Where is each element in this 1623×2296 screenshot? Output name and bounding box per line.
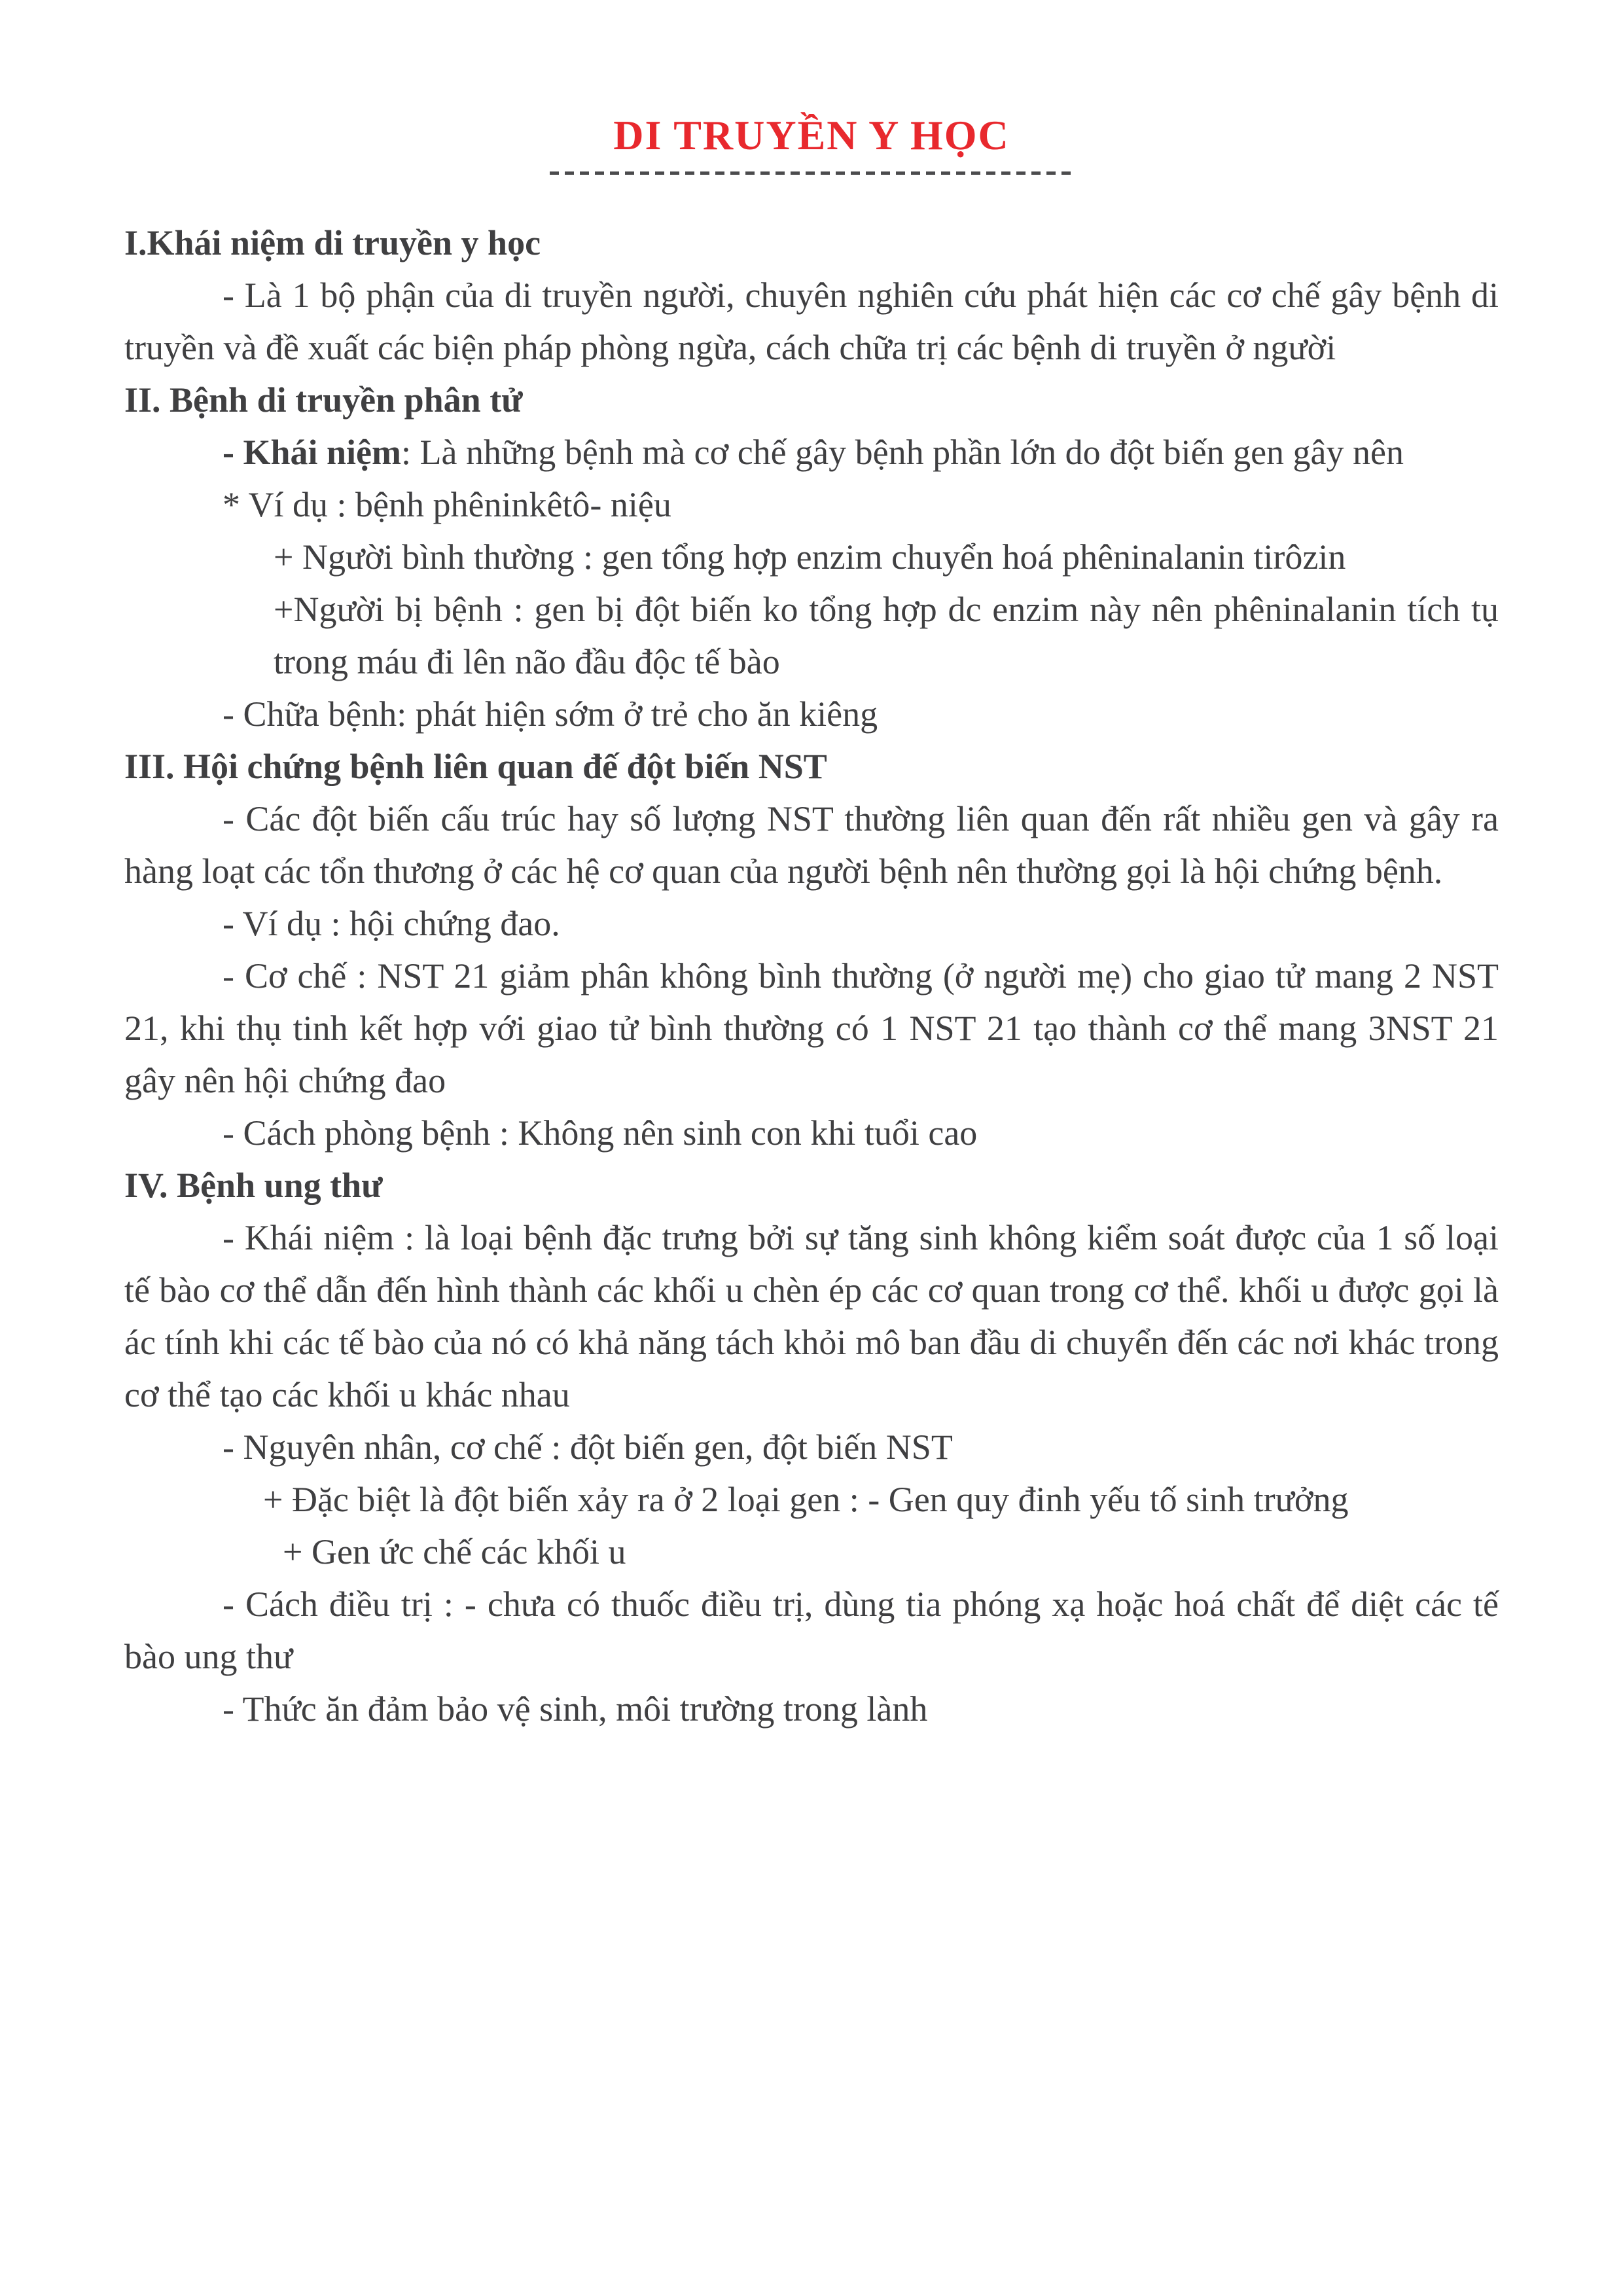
document-title: DI TRUYỀN Y HỌC bbox=[613, 112, 1010, 158]
concept-text: : Là những bệnh mà cơ chế gây bệnh phần lớn do đột biến gen gây nên bbox=[401, 433, 1404, 472]
section-ii-heading: II. Bệnh di truyền phân tử bbox=[124, 380, 523, 420]
section-i-heading: I.Khái niệm di truyền y học bbox=[124, 223, 541, 262]
section-iv-heading: IV. Bệnh ung thư bbox=[124, 1166, 383, 1205]
section-iv-concept-paragraph: - Khái niệm : là loại bệnh đặc trưng bởi sự tăng sinh không kiểm soát được của 1 số loại tế bào cơ thể dẫn đến hình thành các khối u chèn ép các cơ quan trong cơ thể. khối u được gọi là ác tính khi các tế bào của nó có khả năng tách khỏi mô ban đầu di chuyển đến các nơi khác trong cơ thể tạo các khối u khác nhau bbox=[124, 1218, 1499, 1414]
section-ii-concept-paragraph bbox=[124, 426, 1499, 478]
section-iii-description-paragraph: - Các đột biến cấu trúc hay số lượng NST thường liên quan đến rất nhiều gen và gây ra hàng loạt các tổn thương ở các hệ cơ quan của người bệnh nên thường gọi là hội chứng bệnh. bbox=[124, 799, 1499, 891]
section-iii-mechanism-paragraph: - Cơ chế : NST 21 giảm phân không bình thường (ở người mẹ) cho giao tử mang 2 NST 21, khi thụ tinh kết hợp với giao tử bình thường có 1 NST 21 tạo thành cơ thể mang 3NST 21 gây nên hội chứng đao bbox=[124, 956, 1499, 1100]
document-title-block bbox=[124, 111, 1499, 175]
section-ii-normal-case-paragraph: + Người bình thường : gen tổng hợp enzim chuyển hoá phêninalanin tirôzin bbox=[274, 537, 1346, 577]
title-dashed-underline bbox=[550, 171, 1073, 175]
section-i-definition-paragraph: - Là 1 bộ phận của di truyền người, chuyên nghiên cứu phát hiện các cơ chế gây bệnh di truyền và đề xuất các biện pháp phòng ngừa, cách chữa trị các bệnh di truyền ở người bbox=[124, 276, 1499, 367]
concept-label: - Khái niệm bbox=[223, 433, 402, 472]
section-iii-prevention-paragraph: - Cách phòng bệnh : Không nên sinh con khi tuổi cao bbox=[223, 1113, 978, 1153]
section-ii-disease-case-paragraph: +Người bị bệnh : gen bị đột biến ko tổng hợp dc enzim này nên phêninalanin tích tụ trong máu đi lên não đầu độc tế bào bbox=[274, 590, 1499, 681]
section-iv-gene-types-paragraph: + Đặc biệt là đột biến xảy ra ở 2 loại gen : - Gen quy đinh yếu tố sinh trưởng bbox=[263, 1480, 1349, 1519]
section-iii-example-paragraph: - Ví dụ : hội chứng đao. bbox=[223, 904, 560, 943]
section-iv-treatment-paragraph: - Cách điều trị : - chưa có thuốc điều trị, dùng tia phóng xạ hoặc hoá chất để diệt các tế bào ung thư bbox=[124, 1585, 1499, 1676]
section-ii-example-paragraph: * Ví dụ : bệnh phêninkêtô- niệu bbox=[223, 485, 671, 524]
section-iv-gene-suppressor-paragraph: + Gen ức chế các khối u bbox=[283, 1532, 626, 1571]
section-iii-heading: III. Hội chứng bệnh liên quan đế đột biến NST bbox=[124, 747, 827, 786]
section-ii-cure-paragraph: - Chữa bệnh: phát hiện sớm ở trẻ cho ăn kiêng bbox=[223, 694, 878, 734]
section-iv-hygiene-paragraph: - Thức ăn đảm bảo vệ sinh, môi trường trong lành bbox=[223, 1689, 928, 1729]
section-iv-cause-paragraph: - Nguyên nhân, cơ chế : đột biến gen, đột biến NST bbox=[223, 1427, 953, 1467]
